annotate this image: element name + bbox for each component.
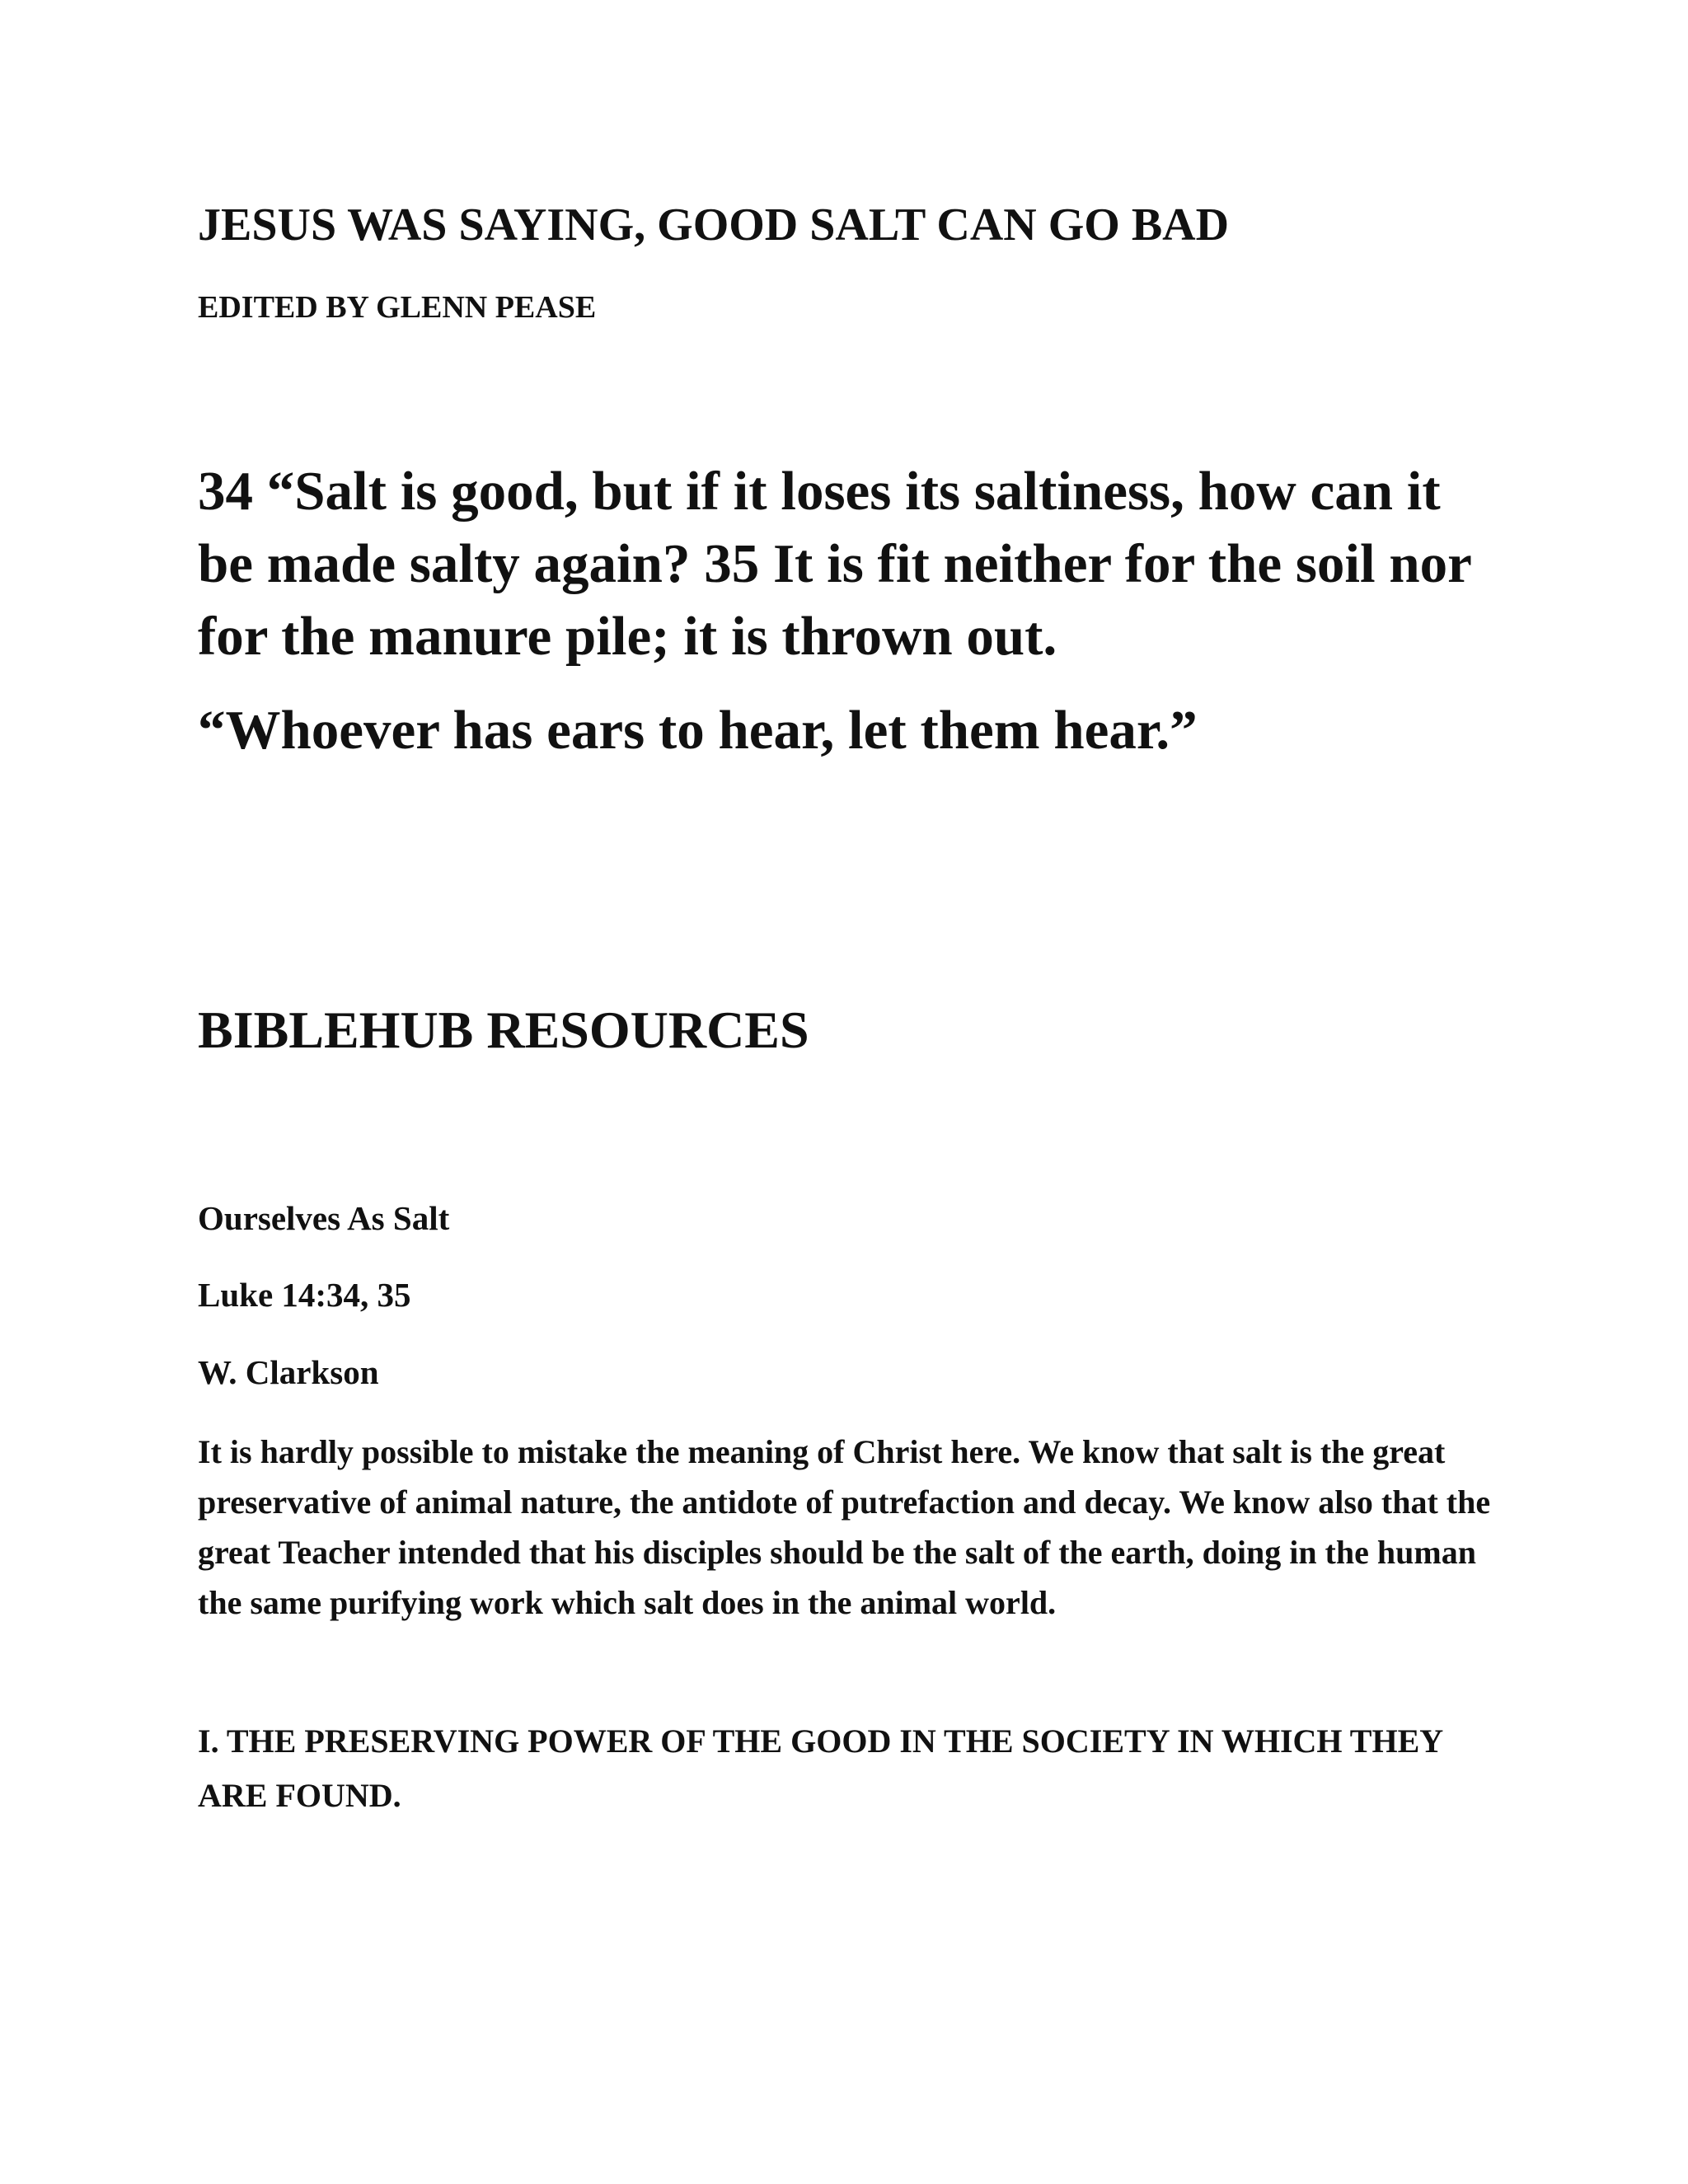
article-title: Ourselves As Salt — [198, 1199, 450, 1237]
article-body-paragraph: It is hardly possible to mistake the meaning of Christ here. We know that salt is the great preservative of animal nature, the antidote of putrefaction and decay. We know also that the great Teacher intended that his disciples should be the salt of the earth, doing in the human the same purifying work which salt does in the animal world. — [198, 1433, 1491, 1621]
scripture-hear-line: “Whoever has ears to hear, let them hear.” — [198, 700, 1198, 761]
editor-credit: EDITED BY GLENN PEASE — [198, 290, 597, 325]
article-author: W. Clarkson — [198, 1353, 379, 1391]
document-title: JESUS WAS SAYING, GOOD SALT CAN GO BAD — [198, 199, 1230, 251]
article-point-heading: I. THE PRESERVING POWER OF THE GOOD IN THE SOCIETY IN WHICH THEY ARE FOUND. — [198, 1722, 1442, 1814]
section-heading: BIBLEHUB RESOURCES — [198, 1001, 809, 1059]
article-reference: Luke 14:34, 35 — [198, 1276, 411, 1314]
scripture-passage: 34 “Salt is good, but if it loses its saltiness, how can it be made salty again? 35 It is fit neither for the soil nor for the manure pile; it is thrown out. — [198, 461, 1471, 667]
